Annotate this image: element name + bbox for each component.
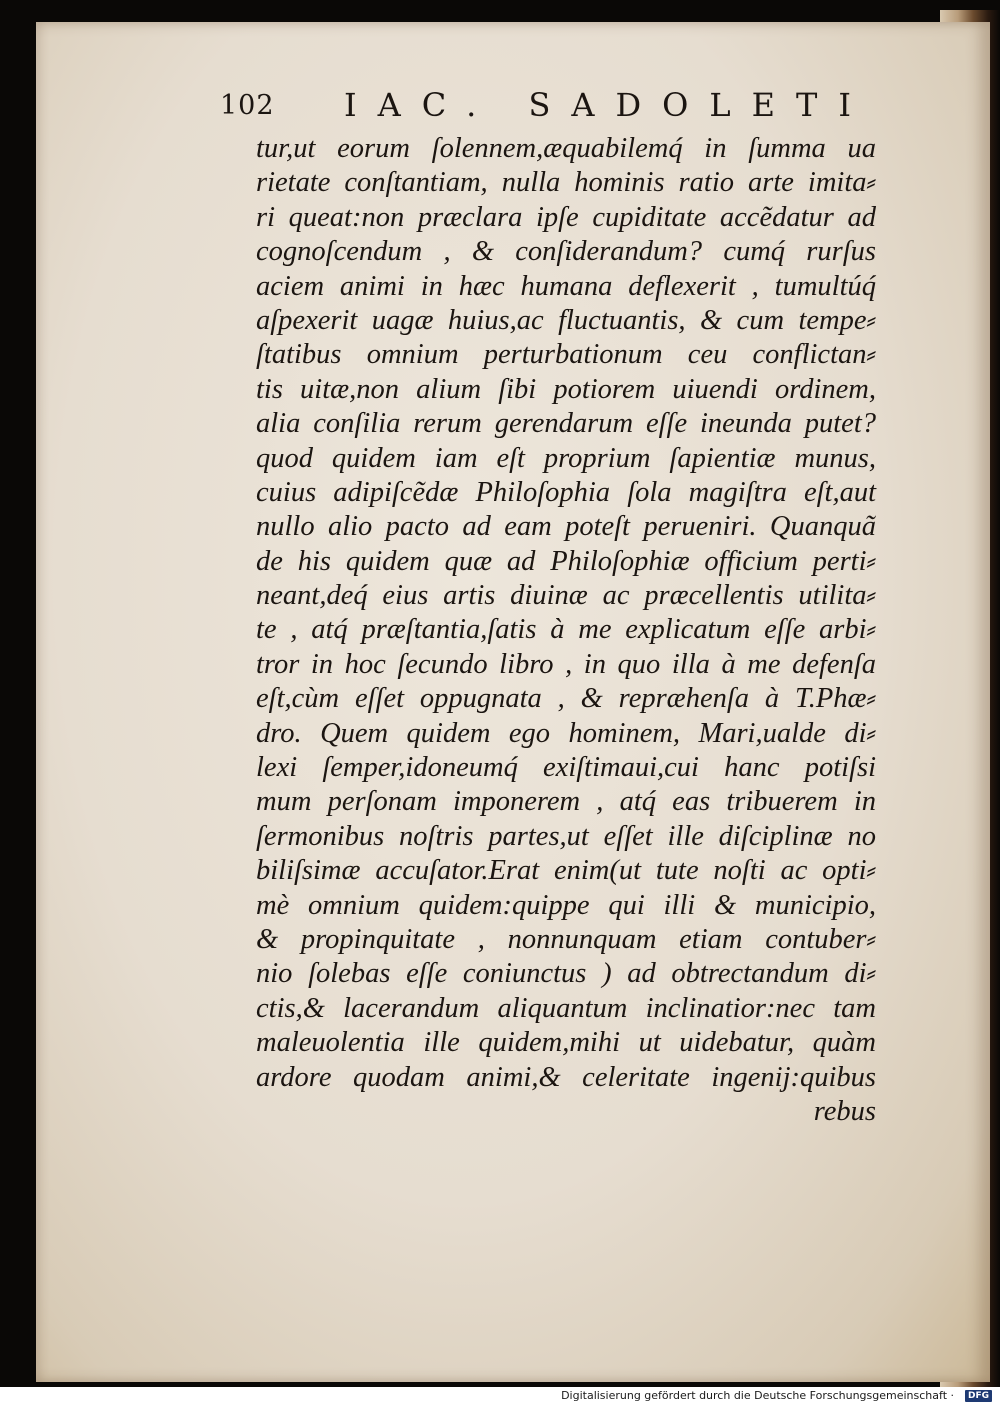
text-line: tror in hoc ſecundo libro , in quo illa à me defenſa bbox=[256, 648, 876, 680]
text-line: nullo alio pacto ad eam poteſt perueniri. Quanquã bbox=[256, 511, 876, 543]
text-line: nio ſolebas eſſe coniunctus ) ad obtrectandum di⸗ bbox=[256, 958, 876, 990]
text-line: maleuolentia ille quidem,mihi ut uidebatur, quàm bbox=[256, 1027, 876, 1059]
text-line: tur,ut eorum ſolennem,æquabilemq́ in ſumma ua bbox=[256, 133, 876, 164]
text-line: ſtatibus omnium perturbationum ceu conflictan⸗ bbox=[256, 339, 876, 371]
text-line: ardore quodam animi,& celeritate ingenij:quibus bbox=[256, 1061, 876, 1093]
text-line: cognoſcendum , & conſiderandum? cumq́ rurſus bbox=[256, 236, 876, 268]
text-line: alia conſilia rerum gerendarum eſſe ineunda putet? bbox=[256, 408, 876, 440]
running-title: IAC. SADOLETI bbox=[344, 86, 872, 124]
text-line: eſt,cùm eſſet oppugnata , & repræhenſa à T.Phæ⸗ bbox=[256, 683, 876, 715]
text-line: mè omnium quidem:quippe qui illi & municipio, bbox=[256, 889, 876, 921]
text-line: aſpexerit uagæ huius,ac fluctuantis, & cum tempe⸗ bbox=[256, 304, 876, 336]
text-line: te , atq́ præſtantia,ſatis à me explicatum eſſe arbi⸗ bbox=[256, 614, 876, 646]
footer-bar bbox=[0, 1387, 1000, 1406]
digitization-credit: Digitalisierung gefördert durch die Deutsche Forschungsgemeinschaft · bbox=[561, 1389, 954, 1402]
page-number: 102 bbox=[220, 90, 275, 121]
running-header bbox=[220, 86, 872, 130]
text-line: lexi ſemper,idoneumq́ exiſtimaui,cui hanc potiſsi bbox=[256, 752, 876, 784]
text-line: & propinquitate , nonnunquam etiam contuber⸗ bbox=[256, 923, 876, 955]
text-line: neant,deq́ eius artis diuinæ ac præcellentis utilita⸗ bbox=[256, 580, 876, 612]
text-line: rebus bbox=[813, 1095, 876, 1127]
text-line: cuius adipiſcẽdæ Philoſophia ſola magiſtra eſt,aut bbox=[256, 476, 876, 508]
text-line: rietate conſtantiam, nulla hominis ratio arte imita⸗ bbox=[256, 167, 876, 199]
text-line: biliſsimæ accuſator.Erat enim(ut tute noſti ac opti⸗ bbox=[256, 855, 876, 887]
text-line: mum perſonam imponerem , atq́ eas tribuerem in bbox=[256, 786, 876, 818]
text-line: ctis,& lacerandum aliquantum inclinatior:nec tam bbox=[256, 992, 876, 1024]
text-line: ri queat:non præclara ipſe cupiditate accẽdatur ad bbox=[256, 201, 876, 233]
text-line: aciem animi in hæc humana deflexerit , tumultúq́ bbox=[256, 270, 876, 302]
text-line: ſermonibus noſtris partes,ut eſſet ille diſciplinæ no bbox=[256, 820, 876, 852]
text-line: tis uitæ,non alium ſibi potiorem uiuendi ordinem, bbox=[256, 373, 876, 405]
text-line: quod quidem iam eſt proprium ſapientiæ munus, bbox=[256, 442, 876, 474]
text-line: dro. Quem quidem ego hominem, Mari,ualde di⸗ bbox=[256, 717, 876, 749]
text-line: de his quidem quæ ad Philoſophiæ officium perti⸗ bbox=[256, 545, 876, 577]
dfg-logo-icon: DFG bbox=[965, 1390, 992, 1402]
body-text bbox=[256, 132, 876, 1129]
